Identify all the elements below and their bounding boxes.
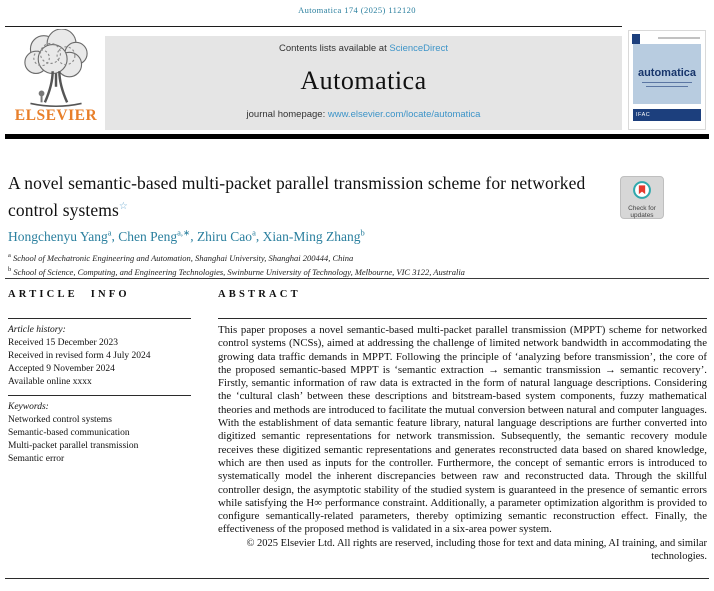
sciencedirect-link[interactable]: ScienceDirect — [389, 43, 448, 54]
check-for-updates-label-2: updates — [630, 212, 654, 219]
cover-tagline — [646, 86, 688, 88]
affiliation-b: $^b$ School of Science, Computing, and Engineering Technologies, Swinburne University of Technology, Melbourne, VIC 3122, Australia — [8, 265, 465, 277]
journal-citation-line: Automatica 174 (2025) 112120 — [298, 5, 416, 15]
abstract-rule — [218, 318, 707, 319]
article-info-column — [8, 289, 191, 466]
elsevier-wordmark: ELSEVIER — [14, 107, 98, 124]
title-footnote-star[interactable]: ☆ — [118, 201, 128, 212]
author[interactable]: Xian-Ming Zhang$^b$ — [262, 227, 365, 244]
homepage-url-link[interactable]: www.elsevier.com/locate/automatica — [327, 109, 481, 120]
keyword-item: Semantic-based communication — [8, 428, 130, 438]
journal-cover-thumbnail — [628, 30, 706, 130]
keywords-rule — [8, 395, 191, 396]
homepage-prefix: journal homepage: — [246, 109, 328, 120]
paper-title-text: A novel semantic-based multi-packet parallel transmission scheme for networked control systems — [8, 173, 586, 220]
article-info-heading: ARTICLE INFO — [8, 289, 130, 300]
keyword-item: Semantic error — [8, 454, 65, 464]
journal-header-box — [105, 36, 622, 130]
contents-line — [105, 43, 622, 54]
author[interactable]: Hongchenyu Yang$^a$ — [8, 227, 112, 244]
abstract-heading: ABSTRACT — [218, 289, 301, 300]
keywords-label: Keywords: — [8, 402, 49, 412]
cover-ifac-band: IFAC — [633, 109, 701, 121]
abstract-column — [218, 289, 707, 563]
keyword-item: Networked control systems — [8, 415, 112, 425]
affiliation-a: $^a$ School of Mechatronic Engineering and Automation, Shanghai University, Shanghai 200444, China — [8, 252, 354, 263]
cover-panel — [633, 44, 701, 104]
homepage-line — [105, 109, 622, 120]
article-info-rule — [8, 318, 191, 319]
history-item: Accepted 9 November 2024 — [8, 364, 115, 374]
cover-journal-title: automatica — [637, 67, 697, 79]
elsevier-logo — [8, 29, 104, 131]
copyright-notice: © 2025 Elsevier Ltd. All rights are reserved, including those for text and data mining, AI training, and similar technologies. — [246, 537, 707, 563]
section-divider — [5, 278, 709, 279]
history-item: Received 15 December 2023 — [8, 338, 118, 348]
bottom-divider — [5, 578, 709, 579]
check-for-updates-badge[interactable] — [620, 176, 664, 219]
cover-publisher-icon — [632, 34, 640, 44]
history-item: Available online xxxx — [8, 377, 92, 387]
author[interactable]: Zhiru Cao$^a$ — [196, 227, 256, 244]
abstract-text: This paper proposes a novel semantic-based multi-packet parallel transmission (MPPT) scheme for networked control systems (NCSs), aimed at addressing the challenge of limited network bandwidth in accommodating the growing data traffic demands in MPPT. Following the principle of ‘analyzing before transmission’, the core of the proposed semantic-based MPPT is ‘semantic extraction → semantic transmission → semantic recovery’. Firstly, semantic information of raw data is extracted in the form of natural language descriptions. Considering the ‘cultural clash’ between these descriptions and bitstream-based system components, fuzzy mathematical theories and methods are introduced to facilitate the mutual conversion between natural and computer languages. With the establishment of data semantic feature library, natural language descriptions are further converted into digitized semantic representations for network transmission. Subsequently, the semantic recovery module receives these digitized semantic representations and generates reconstructed data based on shared knowledge, which are then used as inputs for the controller. Furthermore, the concept of semantic errors is introduced to systematically model the inherent discrepancies between raw and reconstructed data. Through the skillful controller design, the asymptotic stability of the studied system is guaranteed in the presence of semantic errors while satisfying the H∞ performance constraint. Additionally, a parameter optimization algorithm is provided to configure semantically-related parameters, thereby optimizing semantic reconstruction effect. Finally, the effectiveness of the proposed method is validated in a six-area power system. — [218, 324, 707, 536]
journal-name: Automatica — [300, 66, 427, 95]
cover-issue-text — [658, 37, 700, 39]
keyword-item: Multi-packet parallel transmission — [8, 441, 139, 451]
elsevier-tree-icon — [8, 29, 104, 109]
crossmark-icon — [632, 187, 652, 204]
paper-title — [8, 172, 608, 222]
affiliations — [8, 250, 465, 278]
contents-prefix: Contents lists available at — [279, 43, 390, 54]
header-thick-rule — [5, 134, 709, 139]
check-for-updates-label-1: Check for — [628, 205, 656, 212]
history-item: Received in revised form 4 July 2024 — [8, 351, 151, 361]
author[interactable]: Chen Peng$^{a,∗}$ — [118, 227, 191, 244]
article-history-label: Article history: — [8, 325, 66, 335]
top-divider — [5, 26, 622, 27]
author-list: Hongchenyu Yang$^a$, Chen Peng$^{a,∗}$, Zhiru Cao$^a$, Xian-Ming Zhang$^b$ — [8, 227, 365, 244]
cover-tagline — [642, 82, 692, 84]
